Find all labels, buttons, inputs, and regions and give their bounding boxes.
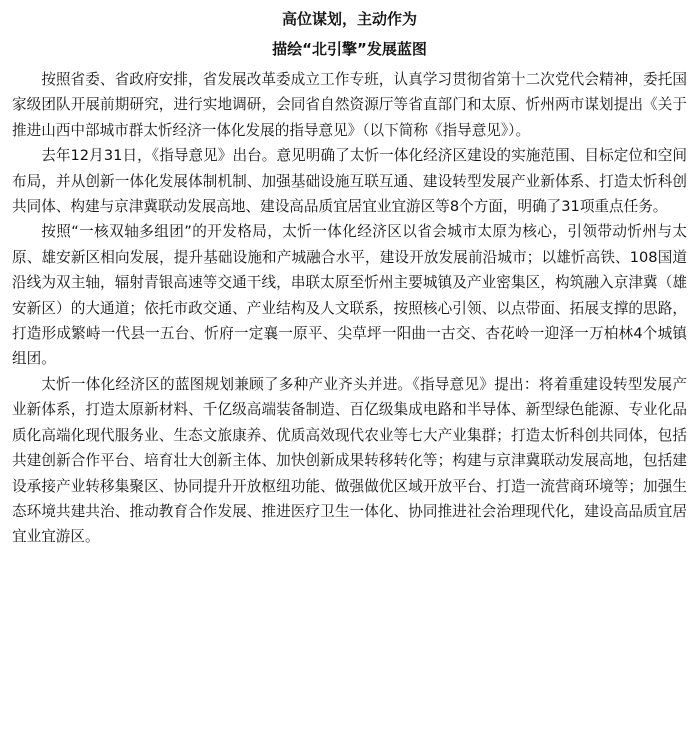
article-paragraph-3: 按照“一核双轴多组团”的开发格局，太忻一体化经济区以省会城市太原为核心，引领带动忻州与太原、雄安新区相向发展，提升基础设施和产城融合水平，建设开放发展前沿城市；以雄忻高铁、108国道沿线为双主轴，辐射青银高速等交通干线，串联太原至忻州主要城镇及产业密集区，构筑融入京津冀（雄安新区）的大通道；依托市政交通、产业结构及人文联系，按照核心引领、以点带面、拓展支撑的思路，打造形成繁峙一代县一五台、忻府一定襄一原平、尖草坪一阳曲一古交、杏花岭一迎泽一万柏林4个城镇组团。 (12, 223, 687, 368)
article-paragraph-4: 太忻一体化经济区的蓝图规划兼顾了多种产业齐头并进。《指导意见》提出：将着重建设转型发展产业新体系，打造太原新材料、千亿级高端装备制造、百亿级集成电路和半导体、新型绿色能源、专业化品质化高端化现代服务业、生态文旅康养、优质高效现代农业等七大产业集群；打造太忻科创共同体，包括共建创新合作平台、培育壮大创新主体、加快创新成果转移转化等；构建与京津冀联动发展高地，包括建设承接产业转移集聚区、协同提升开放枢纽功能、做强做优区域开放平台、打造一流营商环境等；加强生态环境共建共治、推动教育合作发展、推进医疗卫生一体化、协同推进社会治理现代化，建设高品质宜居宜业宜游区。 (12, 375, 687, 546)
article-title-line1: 高位谋划，主动作为 (281, 10, 417, 28)
article-paragraph-2: 去年12月31日，《指导意见》出台。意见明确了太忻一体化经济区建设的实施范围、目标定位和空间布局，并从创新一体化发展体制机制、加强基础设施互联互通、建设转型发展产业新体系、打造太忻科创共同体、构建与京津冀联动发展高地、建设高品质宜居宜业宜游区等8个方面，明确了31项重点任务。 (12, 147, 687, 216)
article-title-line2: 描绘“北引擎”发展蓝图 (272, 40, 427, 58)
article-paragraph-1: 按照省委、省政府安排，省发展改革委成立工作专班，认真学习贯彻省第十二次党代会精神，委托国家级团队开展前期研究，进行实地调研，会同省自然资源厅等省直部门和太原、忻州两市谋划提出《关于推进山西中部城市群太忻经济一体化发展的指导意见》（以下简称《指导意见》）。 (12, 71, 687, 139)
